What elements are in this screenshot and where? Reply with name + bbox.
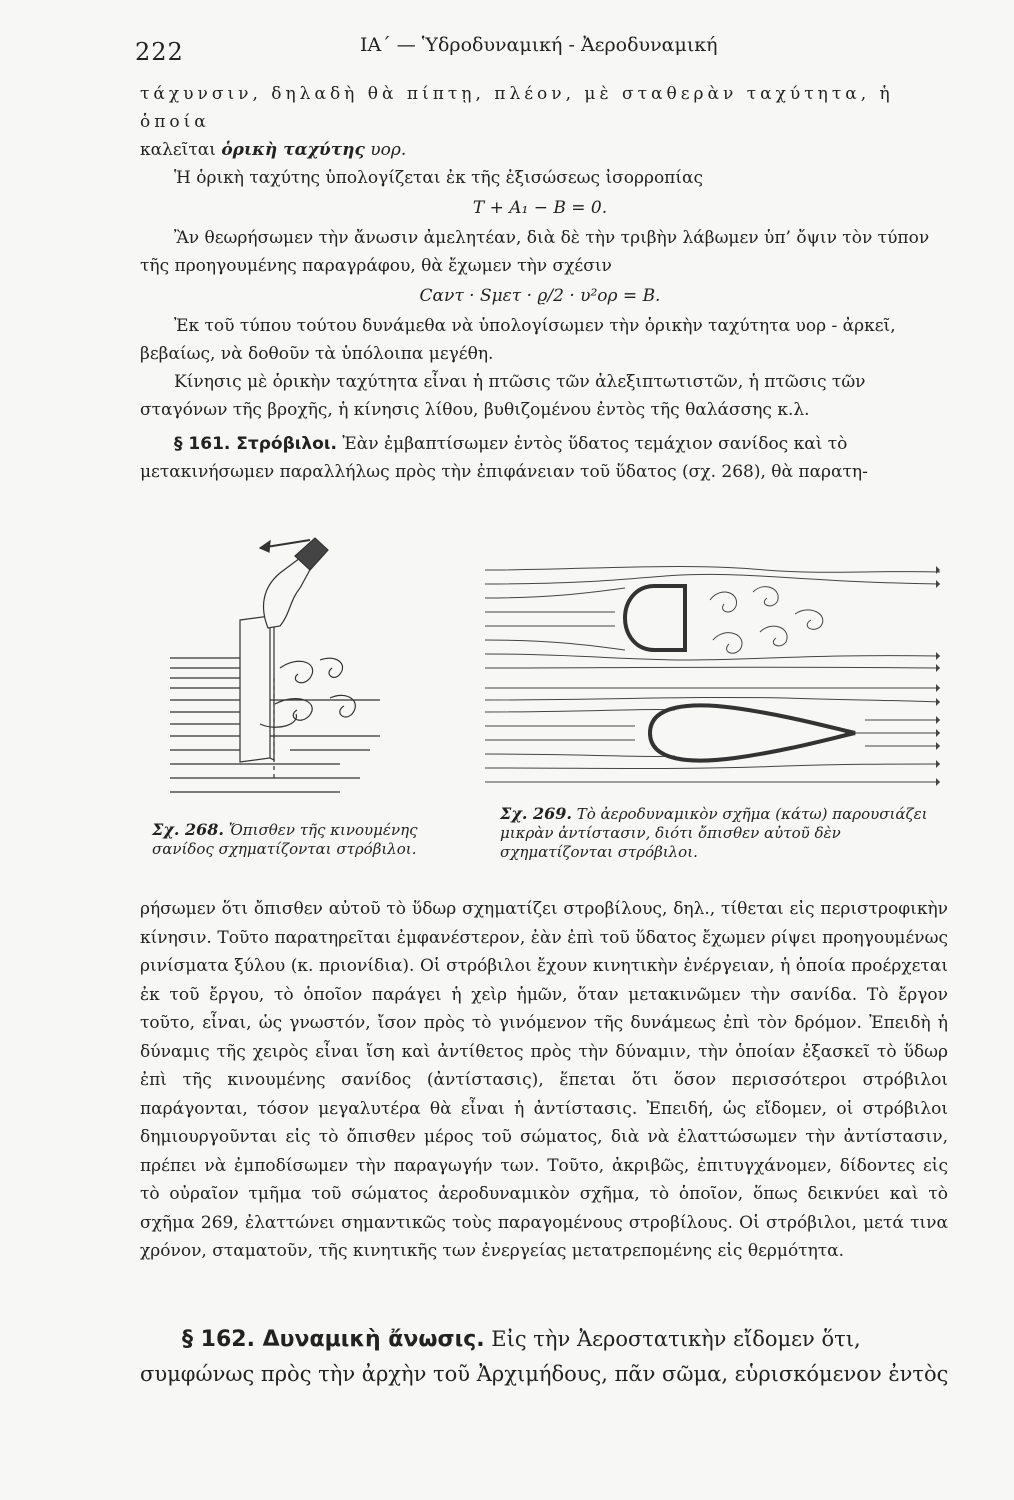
caption-268-text: Ὄπισθεν τῆς κινουμένης σανίδος σχηματίζονται στρόβιλοι. [152,821,418,858]
figure-268 [140,528,400,808]
section-161 [140,430,940,486]
page-header [135,30,945,70]
paragraph-compute: Ἐκ τοῦ τύπου τούτου δυνάμεθα νὰ ὑπολογίσωμεν τὴν ὁρικὴν ταχύτητα υορ - ἀρκεῖ, βεβαίως, νὰ δοθοῦν τὰ ὑπόλοιπα μεγέθη. [140,316,896,364]
section-161-heading: § 161. Στρόβιλοι. [174,434,337,454]
section-162-heading: § 162. Δυναμικὴ ἄνωσις. [182,1327,485,1352]
section-161-text: Ἐὰν ἐμβαπτίσωμεν ἐντὸς ὕδατος τεμάχιον σανίδος καὶ τὸ μετακινήσωμεν παραλλήλως πρὸς τὴν ἐπιφάνειαν τοῦ ὕδατος (σχ. 268), θὰ παρατη- [140,434,868,482]
term-terminal-velocity: ὁρικὴ ταχύτης [221,140,365,160]
caption-268 [152,820,432,859]
para1-line2-pre: καλεῖται [140,140,222,160]
paragraph-examples: Κίνησις μὲ ὁρικὴν ταχύτητα εἶναι ἡ πτῶσις τῶν ἀλεξιπτωτιστῶν, ἡ πτῶσις τῶν σταγόνων τῆς βροχῆς, ἡ κίνησις λίθου, βυθιζομένου ἐντὸς τῆς θαλάσσης κ.λ. [140,372,866,420]
caption-269 [500,804,940,862]
caption-269-text: Τὸ ἀεροδυναμικὸν σχῆμα (κάτω) παρουσιάζει μικρὰν ἀντίστασιν, διότι ὄπισθεν αὐτοῦ δὲν σχηματίζονται στρόβιλοι. [500,805,928,861]
running-title: ΙΑ΄ — Ὑδροδυναμική - Ἀεροδυναμική [360,34,718,56]
figure-269-drawing [485,550,940,790]
paragraph-equilibrium: Ἡ ὁρικὴ ταχύτης ὑπολογίζεται ἐκ τῆς ἐξισώσεως ἰσορροπίας [174,168,704,188]
page-number: 222 [135,38,184,66]
vortex-paragraph [140,895,948,1266]
para1-line1: τάχυνσιν, δηλαδὴ θὰ πίπτῃ, πλέον, μὲ σταθερὰν ταχύτητα, ἡ ὁποία [140,84,894,132]
figure-269 [485,550,940,790]
upper-text [140,80,940,486]
section-162 [140,1322,955,1391]
figure-268-drawing [140,528,400,808]
paragraph-vortices: ρήσωμεν ὅτι ὄπισθεν αὐτοῦ τὸ ὕδωρ σχηματίζει στροβίλους, δηλ., τίθεται εἰς περιστροφικὴν κίνησιν. Τοῦτο παρατηρεῖται ἐμφανέστερον, ἐὰν ἐπὶ τοῦ ὕδατος ἔχωμεν ρίψει προηγουμένως ρινίσματα ξύλου (κ. πριονίδια). Οἱ στρόβιλοι ἔχουν κινητικὴν ἐνέργειαν, ἡ ὁποία προέρχεται ἐκ τοῦ ἔργου, τὸ ὁποῖον παράγει ἡ χεὶρ ἡμῶν, ὅταν μετακινῶμεν τὴν σανίδα. Τὸ ἔργον τοῦτο, εἶναι, ὡς γνωστόν, ἴσον πρὸς τὸ γινόμενον τῆς δυνάμεως ἐπὶ τὸν δρόμον. Ἐπειδὴ ἡ δύναμις τῆς χειρὸς εἶναι ἴση καὶ ἀντίθετος πρὸς τὴν δύναμιν, τὴν ὁποίαν ἐξασκεῖ τὸ ὕδωρ ἐπὶ τῆς κινουμένης σανίδος (ἀντίστασις), ἕπεται ὅτι ὅσον περισσότεροι στρόβιλοι παράγονται, τόσον μεγαλυτέρα θὰ εἶναι ἡ ἀντίστασις. Ἐπειδή, ὡς εἴδομεν, οἱ στρόβιλοι δημιουργοῦνται εἰς τὸ ὄπισθεν μέρος τοῦ σώματος, διὰ νὰ ἐλαττώσωμεν τὴν ἀντίστασιν, πρέπει νὰ ἐμποδίσωμεν τὴν παραγωγήν των. Τοῦτο, ἀκριβῶς, ἐπιτυγχάνομεν, δίδοντες εἰς τὸ οὐραῖον τμῆμα τοῦ σώματος ἀεροδυναμικὸν σχῆμα, τὸ ὁποῖον, ὅπως δεικνύει καὶ τὸ σχῆμα 269, ἐλαττώνει σημαντικῶς τοὺς παραγομένους στροβίλους. Οἱ στρόβιλοι, μετά τινα χρόνον, σταματοῦν, τῆς κινητικῆς των ἐνεργείας μετατρεπομένης εἰς θερμότητα. [140,899,948,1261]
equation-equilibrium: T + A₁ − B = 0. [472,198,608,218]
paragraph-friction: Ἂν θεωρήσωμεν τὴν ἄνωσιν ἀμελητέαν, διὰ δὲ τὴν τριβὴν λάβωμεν ὑπ’ ὄψιν τὸν τύπον τῆς προηγουμένης παραγράφου, θὰ ἔχωμεν τὴν σχέσιν [140,228,930,276]
caption-269-number: Σχ. 269. [500,804,572,823]
symbol-v-or: υορ. [364,140,407,160]
equation-drag: Cαντ · Sμετ · ϱ/2 · υ²ορ = B. [419,286,661,306]
section-162-paragraph [140,1322,955,1391]
figures-area [140,528,940,883]
section-162-text: Εἰς τὴν Ἀεροστατικὴν εἴδομεν ὅτι, συμφώνως πρὸς τὴν ἀρχὴν τοῦ Ἀρχιμήδους, πᾶν σῶμα, εὑρισκόμενον ἐντὸς [140,1327,949,1386]
caption-268-number: Σχ. 268. [152,820,224,839]
paragraph-terminal-velocity [140,80,940,164]
